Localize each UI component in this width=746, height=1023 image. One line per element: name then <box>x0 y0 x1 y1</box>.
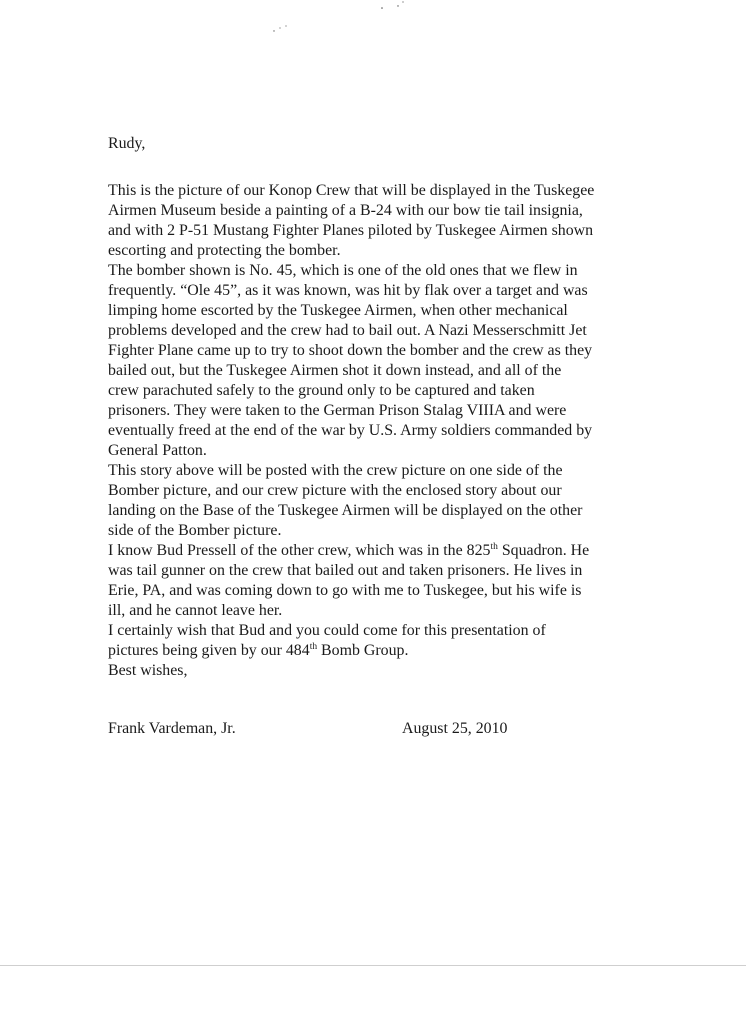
text-line <box>108 541 668 561</box>
paragraph-3 <box>108 461 668 541</box>
paragraph-2 <box>108 261 668 461</box>
text-line: was tail gunner on the crew that bailed out and taken prisoners. He lives in <box>108 562 583 579</box>
text-line: ill, and he cannot leave her. <box>108 602 283 619</box>
letter-date: August 25, 2010 <box>402 720 508 737</box>
signature-name: Frank Vardeman, Jr. <box>108 720 236 737</box>
paragraph-1 <box>108 181 668 261</box>
text-line: frequently. “Ole 45”, as it was known, was hit by flak over a target and was <box>108 282 588 299</box>
text-line: prisoners. They were taken to the German Prison Stalag VIIIA and were <box>108 402 567 419</box>
letter-body <box>108 134 668 681</box>
text-segment: Bomb Group. <box>317 642 409 659</box>
paragraph-4 <box>108 541 668 621</box>
text-line: side of the Bomber picture. <box>108 522 282 539</box>
closing: Best wishes, <box>108 662 188 679</box>
ordinal-superscript: th <box>309 642 318 652</box>
text-line: problems developed and the crew had to bail out. A Nazi Messerschmitt Jet <box>108 322 587 339</box>
text-line: crew parachuted safely to the ground only to be captured and taken <box>108 382 535 399</box>
scan-bottom-margin <box>0 966 746 1023</box>
text-line: This is the picture of our Konop Crew that will be displayed in the Tuskegee <box>108 182 595 199</box>
text-line: Airmen Museum beside a painting of a B-24 with our bow tie tail insignia, <box>108 202 583 219</box>
text-segment: Squadron. He <box>497 542 590 559</box>
text-segment: I know Bud Pressell of the other crew, which was in the 825 <box>108 542 491 559</box>
text-line: eventually freed at the end of the war by U.S. Army soldiers commanded by <box>108 422 593 439</box>
text-line: limping home escorted by the Tuskegee Airmen, when other mechanical <box>108 302 568 319</box>
text-line: escorting and protecting the bomber. <box>108 242 341 259</box>
text-line: The bomber shown is No. 45, which is one of the old ones that we flew in <box>108 262 578 279</box>
paragraph-5 <box>108 621 668 661</box>
text-segment: pictures being given by our 484 <box>108 642 310 659</box>
text-line: and with 2 P-51 Mustang Fighter Planes piloted by Tuskegee Airmen shown <box>108 222 594 239</box>
text-line: Fighter Plane came up to try to shoot down the bomber and the crew as they <box>108 342 593 359</box>
text-line <box>108 641 668 661</box>
text-line: This story above will be posted with the crew picture on one side of the <box>108 462 563 479</box>
text-line: Bomber picture, and our crew picture with the enclosed story about our <box>108 482 562 499</box>
text-line: landing on the Base of the Tuskegee Airmen will be displayed on the other <box>108 502 583 519</box>
text-line: Erie, PA, and was coming down to go with me to Tuskegee, but his wife is <box>108 582 582 599</box>
ordinal-superscript: th <box>490 542 498 552</box>
salutation: Rudy, <box>108 135 146 152</box>
text-line: bailed out, but the Tuskegee Airmen shot it down instead, and all of the <box>108 362 562 379</box>
text-line: General Patton. <box>108 442 207 459</box>
text-line: I certainly wish that Bud and you could come for this presentation of <box>108 622 546 639</box>
